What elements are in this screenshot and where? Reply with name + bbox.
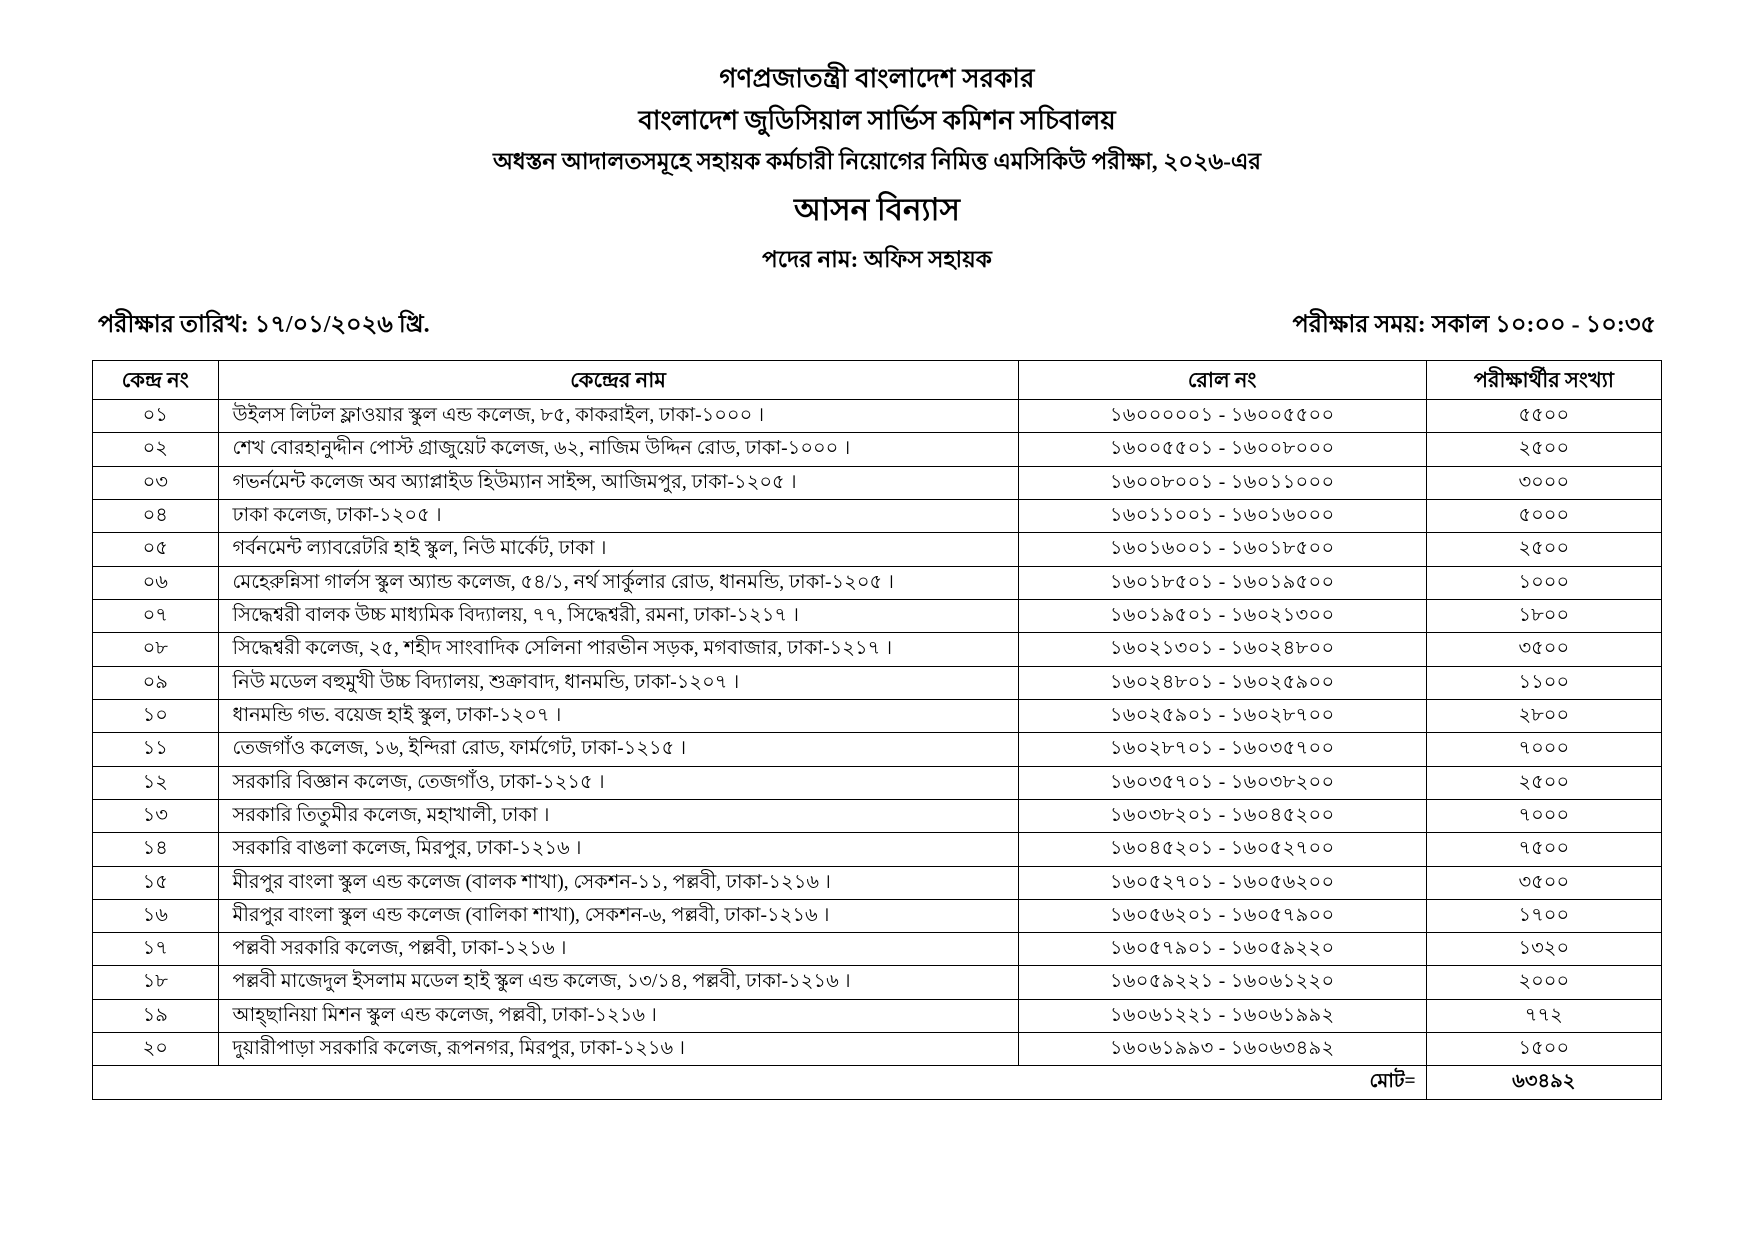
cell-roll-range: ১৬০৫৯২২১ - ১৬০৬১২২০ — [1018, 966, 1426, 999]
cell-center-name: মেহেরুন্নিসা গার্লস স্কুল অ্যান্ড কলেজ, ৫৪/১, নর্থ সার্কুলার রোড, ধানমন্ডি, ঢাকা-১২০৫ । — [218, 566, 1018, 599]
cell-candidate-count: ১১০০ — [1426, 666, 1661, 699]
cell-center-no: ১৭ — [93, 933, 219, 966]
cell-candidate-count: ১৭০০ — [1426, 899, 1661, 932]
cell-roll-range: ১৬০২৪৮০১ - ১৬০২৫৯০০ — [1018, 666, 1426, 699]
cell-center-name: মীরপুর বাংলা স্কুল এন্ড কলেজ (বালক শাখা), সেকশন-১১, পল্লবী, ঢাকা-১২১৬ । — [218, 866, 1018, 899]
table-row — [93, 933, 1662, 966]
cell-roll-range: ১৬০২১৩০১ - ১৬০২৪৮০০ — [1018, 633, 1426, 666]
header-line-government: গণপ্রজাতন্ত্রী বাংলাদেশ সরকার — [719, 64, 1035, 93]
cell-candidate-count: ১০০০ — [1426, 566, 1661, 599]
cell-candidate-count: ২৫০০ — [1426, 766, 1661, 799]
cell-candidate-count: ২৫০০ — [1426, 433, 1661, 466]
cell-candidate-count: ১৩২০ — [1426, 933, 1661, 966]
cell-roll-range: ১৬০৫৬২০১ - ১৬০৫৭৯০০ — [1018, 899, 1426, 932]
cell-center-name: পল্লবী সরকারি কলেজ, পল্লবী, ঢাকা-১২১৬ । — [218, 933, 1018, 966]
table-row — [93, 833, 1662, 866]
cell-center-name: সিদ্ধেশ্বরী কলেজ, ২৫, শহীদ সাংবাদিক সেলিনা পারভীন সড়ক, মগবাজার, ঢাকা-১২১৭ । — [218, 633, 1018, 666]
table-row — [93, 600, 1662, 633]
cell-center-no: ০৫ — [93, 533, 219, 566]
cell-roll-range: ১৬০৩৫৭০১ - ১৬০৩৮২০০ — [1018, 766, 1426, 799]
table-row — [93, 500, 1662, 533]
cell-center-no: ১৮ — [93, 966, 219, 999]
table-row — [93, 766, 1662, 799]
total-value: ৬৩৪৯২ — [1426, 1066, 1661, 1099]
cell-candidate-count: ২০০০ — [1426, 966, 1661, 999]
cell-candidate-count: ৩৫০০ — [1426, 633, 1661, 666]
cell-center-name: ঢাকা কলেজ, ঢাকা-১২০৫ । — [218, 500, 1018, 533]
post-name: পদের নাম: অফিস সহায়ক — [762, 246, 992, 272]
cell-roll-range: ১৬০৫২৭০১ - ১৬০৫৬২০০ — [1018, 866, 1426, 899]
cell-candidate-count: ১৫০০ — [1426, 1033, 1661, 1066]
exam-meta-row — [92, 306, 1662, 346]
cell-roll-range: ১৬০১১০০১ - ১৬০১৬০০০ — [1018, 500, 1426, 533]
column-header-roll-no: রোল নং — [1018, 360, 1426, 399]
cell-center-no: ১০ — [93, 699, 219, 732]
cell-candidate-count: ৫৫০০ — [1426, 400, 1661, 433]
table-row — [93, 433, 1662, 466]
cell-center-no: ১৯ — [93, 999, 219, 1032]
cell-roll-range: ১৬০১৯৫০১ - ১৬০২১৩০০ — [1018, 600, 1426, 633]
cell-roll-range: ১৬০০০০০১ - ১৬০০৫৫০০ — [1018, 400, 1426, 433]
table-row — [93, 400, 1662, 433]
cell-center-no: ০১ — [93, 400, 219, 433]
cell-center-name: গভর্নমেন্ট কলেজ অব অ্যাপ্লাইড হিউম্যান সাইন্স, আজিমপুর, ঢাকা-১২০৫ । — [218, 466, 1018, 499]
cell-candidate-count: ৩৫০০ — [1426, 866, 1661, 899]
table-row — [93, 466, 1662, 499]
cell-center-no: ০৮ — [93, 633, 219, 666]
cell-center-name: উইলস লিটল ফ্লাওয়ার স্কুল এন্ড কলেজ, ৮৫, কাকরাইল, ঢাকা-১০০০ । — [218, 400, 1018, 433]
table-row — [93, 566, 1662, 599]
table-row — [93, 966, 1662, 999]
cell-center-no: ০৪ — [93, 500, 219, 533]
cell-center-no: ০৬ — [93, 566, 219, 599]
cell-center-no: ০৭ — [93, 600, 219, 633]
cell-roll-range: ১৬০৪৫২০১ - ১৬০৫২৭০০ — [1018, 833, 1426, 866]
cell-center-name: সরকারি তিতুমীর কলেজ, মহাখালী, ঢাকা । — [218, 799, 1018, 832]
header-line-commission: বাংলাদেশ জুডিসিয়াল সার্ভিস কমিশন সচিবালয় — [638, 106, 1116, 136]
cell-candidate-count: ৭৭২ — [1426, 999, 1661, 1032]
cell-center-no: ১৫ — [93, 866, 219, 899]
table-row — [93, 633, 1662, 666]
cell-center-name: তেজগাঁও কলেজ, ১৬, ইন্দিরা রোড, ফার্মগেট, ঢাকা-১২১৫ । — [218, 733, 1018, 766]
column-header-center-name: কেন্দ্রের নাম — [218, 360, 1018, 399]
cell-center-name: গর্বনমেন্ট ল্যাবরেটরি হাই স্কুল, নিউ মার্কেট, ঢাকা । — [218, 533, 1018, 566]
cell-center-no: ১২ — [93, 766, 219, 799]
cell-center-no: ১৪ — [93, 833, 219, 866]
cell-roll-range: ১৬০১৬০০১ - ১৬০১৮৫০০ — [1018, 533, 1426, 566]
table-row — [93, 666, 1662, 699]
cell-center-name: সিদ্ধেশ্বরী বালক উচ্চ মাধ্যমিক বিদ্যালয়, ৭৭, সিদ্ধেশ্বরী, রমনা, ঢাকা-১২১৭ । — [218, 600, 1018, 633]
table-row — [93, 733, 1662, 766]
document-header — [92, 58, 1662, 280]
cell-center-name: মীরপুর বাংলা স্কুল এন্ড কলেজ (বালিকা শাখা), সেকশন-৬, পল্লবী, ঢাকা-১২১৬ । — [218, 899, 1018, 932]
column-header-candidate-count: পরীক্ষার্থীর সংখ্যা — [1426, 360, 1661, 399]
cell-candidate-count: ৭৫০০ — [1426, 833, 1661, 866]
table-row — [93, 866, 1662, 899]
cell-center-no: ১১ — [93, 733, 219, 766]
exam-date: পরীক্ষার তারিখ: ১৭/০১/২০২৬ খ্রি. — [98, 311, 430, 338]
cell-center-name: সরকারি বিজ্ঞান কলেজ, তেজগাঁও, ঢাকা-১২১৫ । — [218, 766, 1018, 799]
cell-candidate-count: ৭০০০ — [1426, 733, 1661, 766]
cell-roll-range: ১৬০১৮৫০১ - ১৬০১৯৫০০ — [1018, 566, 1426, 599]
cell-roll-range: ১৬০২৫৯০১ - ১৬০২৮৭০০ — [1018, 699, 1426, 732]
cell-roll-range: ১৬০২৮৭০১ - ১৬০৩৫৭০০ — [1018, 733, 1426, 766]
cell-candidate-count: ১৮০০ — [1426, 600, 1661, 633]
cell-roll-range: ১৬০৬১৯৯৩ - ১৬০৬৩৪৯২ — [1018, 1033, 1426, 1066]
cell-roll-range: ১৬০০৫৫০১ - ১৬০০৮০০০ — [1018, 433, 1426, 466]
table-row — [93, 1033, 1662, 1066]
cell-candidate-count: ২৮০০ — [1426, 699, 1661, 732]
table-body — [93, 400, 1662, 1100]
table-header — [93, 360, 1662, 399]
cell-roll-range: ১৬০৬১২২১ - ১৬০৬১৯৯২ — [1018, 999, 1426, 1032]
cell-roll-range: ১৬০৫৭৯০১ - ১৬০৫৯২২০ — [1018, 933, 1426, 966]
cell-roll-range: ১৬০০৮০০১ - ১৬০১১০০০ — [1018, 466, 1426, 499]
cell-center-name: পল্লবী মাজেদুল ইসলাম মডেল হাই স্কুল এন্ড কলেজ, ১৩/১৪, পল্লবী, ঢাকা-১২১৬ । — [218, 966, 1018, 999]
cell-candidate-count: ৭০০০ — [1426, 799, 1661, 832]
cell-center-no: ০৯ — [93, 666, 219, 699]
column-header-center-no: কেন্দ্র নং — [93, 360, 219, 399]
cell-candidate-count: ৫০০০ — [1426, 500, 1661, 533]
header-line-exam-description: অধস্তন আদালতসমূহে সহায়ক কর্মচারী নিয়োগের নিমিত্ত এমসিকিউ পরীক্ষা, ২০২৬-এর — [492, 149, 1262, 175]
cell-center-no: ২০ — [93, 1033, 219, 1066]
seat-plan-table — [92, 360, 1662, 1100]
cell-center-name: শেখ বোরহানুদ্দীন পোস্ট গ্রাজুয়েট কলেজ, ৬২, নাজিম উদ্দিন রোড, ঢাকা-১০০০ । — [218, 433, 1018, 466]
cell-candidate-count: ৩০০০ — [1426, 466, 1661, 499]
cell-roll-range: ১৬০৩৮২০১ - ১৬০৪৫২০০ — [1018, 799, 1426, 832]
cell-center-no: ০৩ — [93, 466, 219, 499]
cell-center-name: ধানমন্ডি গভ. বয়েজ হাই স্কুল, ঢাকা-১২০৭ । — [218, 699, 1018, 732]
table-row — [93, 999, 1662, 1032]
cell-candidate-count: ২৫০০ — [1426, 533, 1661, 566]
table-row — [93, 899, 1662, 932]
table-total-row — [93, 1066, 1662, 1099]
cell-center-name: নিউ মডেল বহুমুখী উচ্চ বিদ্যালয়, শুক্রাবাদ, ধানমন্ডি, ঢাকা-১২০৭ । — [218, 666, 1018, 699]
total-label: মোট= — [93, 1066, 1427, 1099]
cell-center-no: ১৬ — [93, 899, 219, 932]
table-header-row — [93, 360, 1662, 399]
table-row — [93, 699, 1662, 732]
cell-center-no: ১৩ — [93, 799, 219, 832]
exam-time: পরীক্ষার সময়: সকাল ১০:০০ - ১০:৩৫ — [1292, 311, 1656, 338]
cell-center-name: আহ্ছানিয়া মিশন স্কুল এন্ড কলেজ, পল্লবী, ঢাকা-১২১৬ । — [218, 999, 1018, 1032]
cell-center-name: সরকারি বাঙলা কলেজ, মিরপুর, ঢাকা-১২১৬ । — [218, 833, 1018, 866]
table-row — [93, 533, 1662, 566]
table-row — [93, 799, 1662, 832]
cell-center-no: ০২ — [93, 433, 219, 466]
cell-center-name: দুয়ারীপাড়া সরকারি কলেজ, রূপনগর, মিরপুর, ঢাকা-১২১৬ । — [218, 1033, 1018, 1066]
page-title: আসন বিন্যাস — [794, 192, 960, 228]
